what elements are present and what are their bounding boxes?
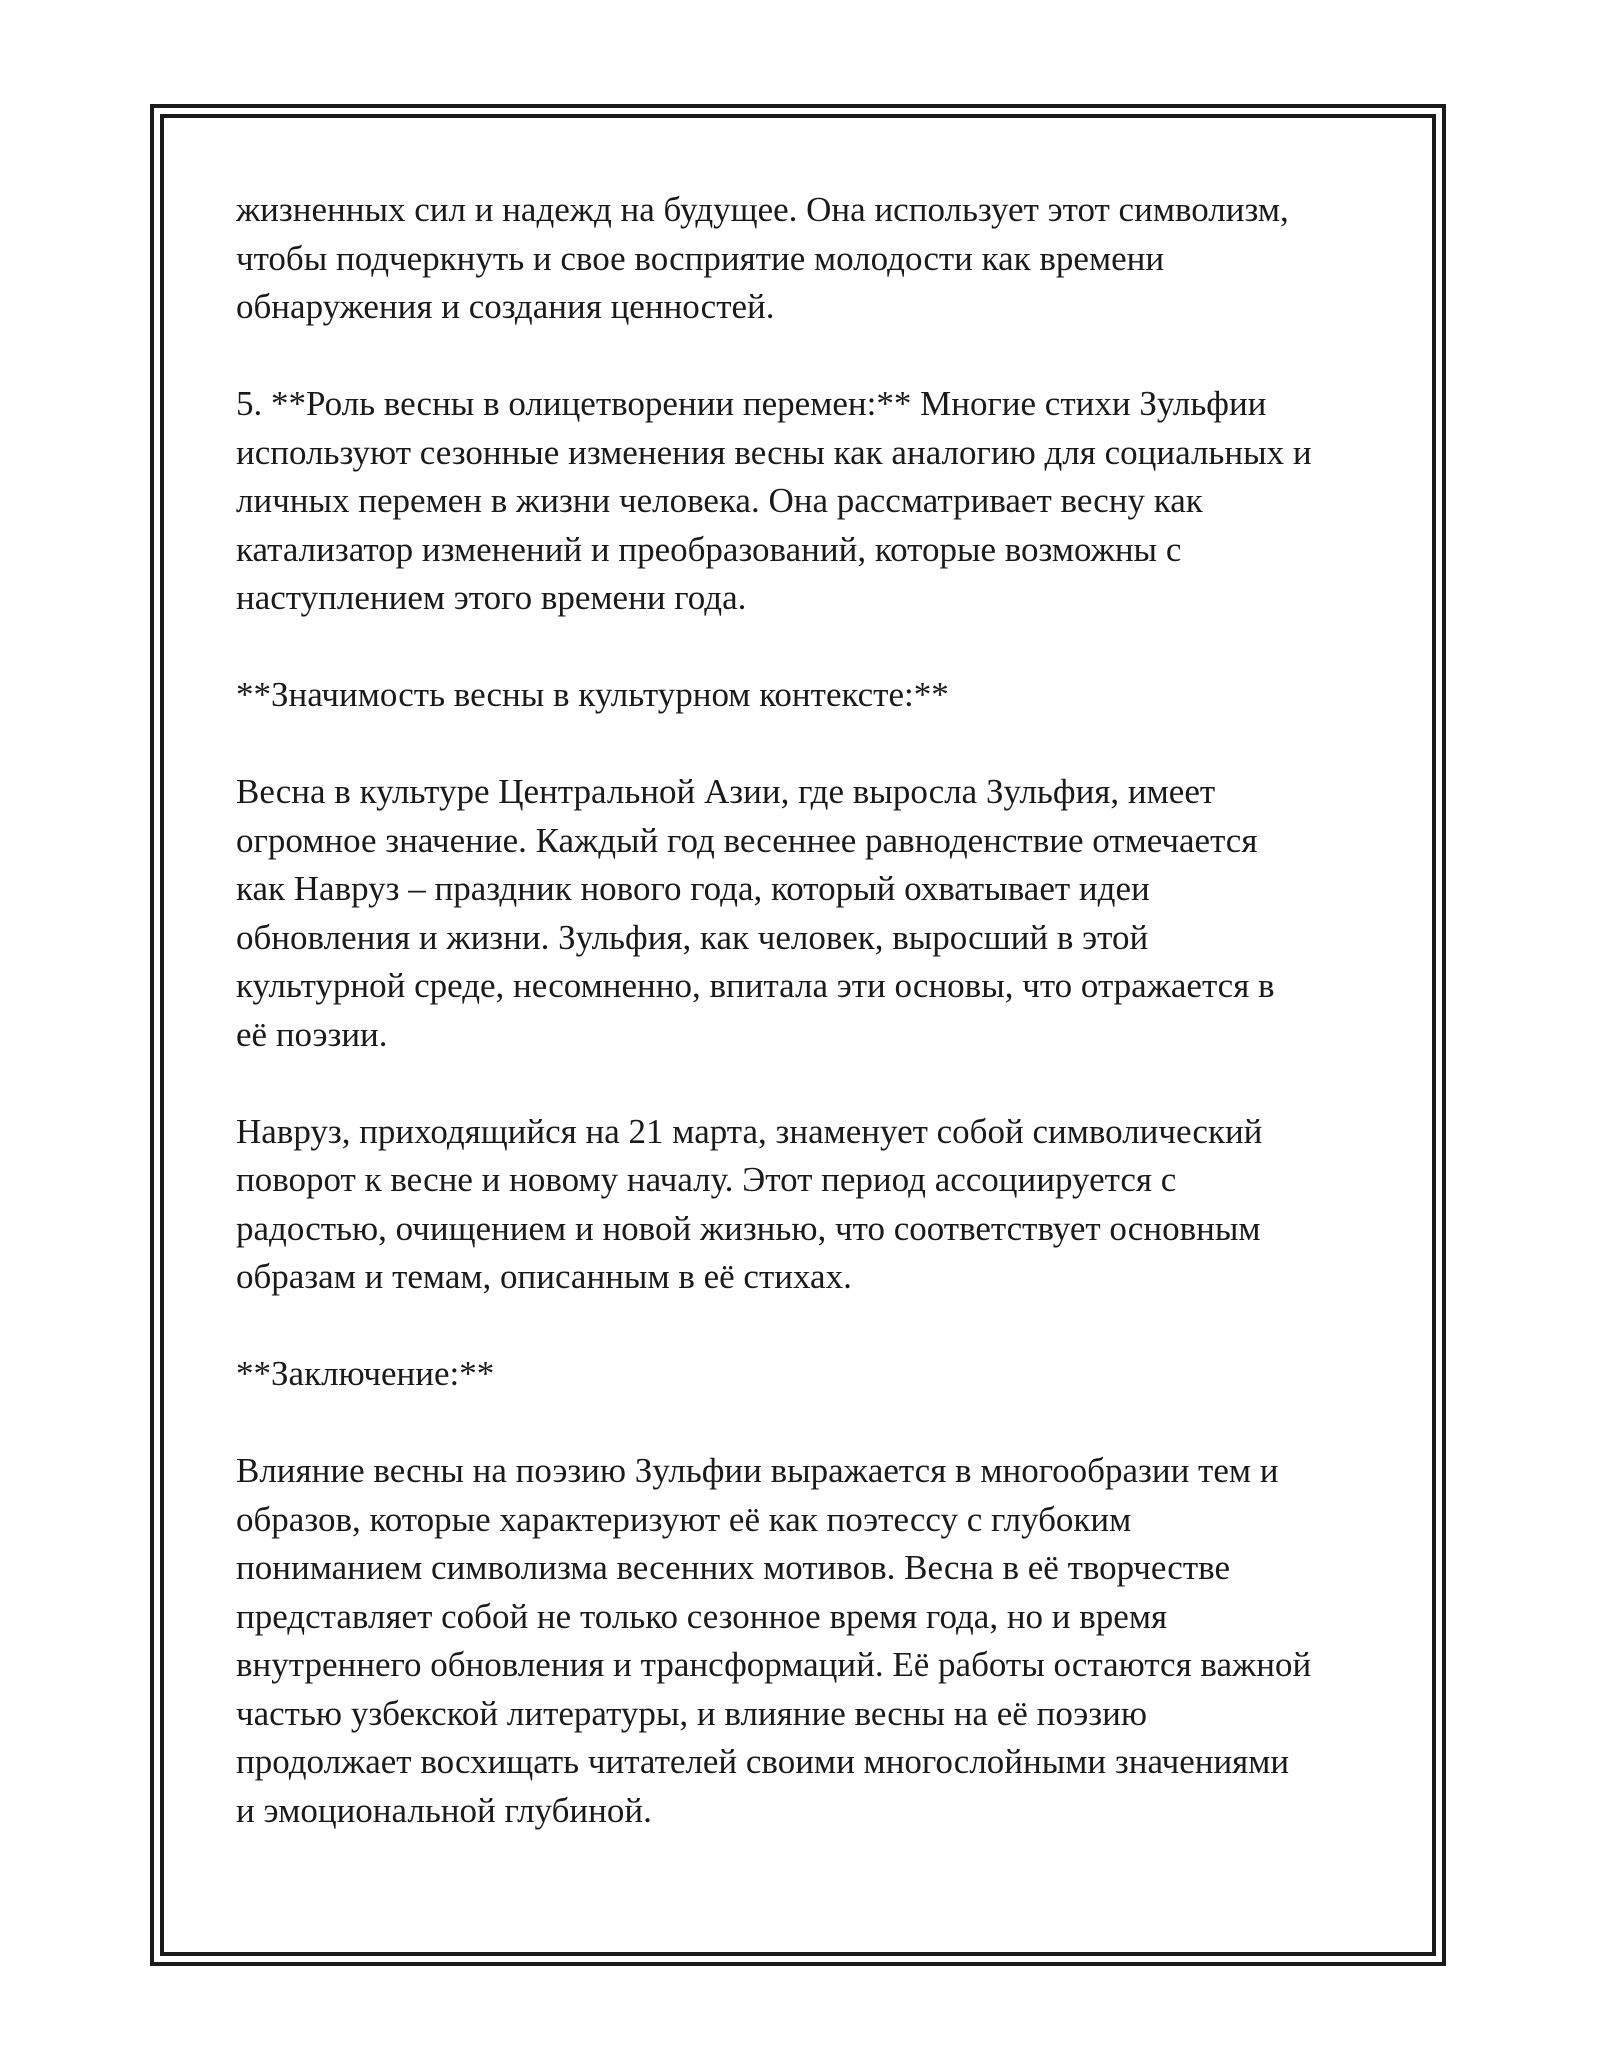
text-line: внутреннего обновления и трансформаций. Её работы остаются важной	[236, 1645, 1312, 1684]
text-line: катализатор изменений и преобразований, которые возможны с	[236, 529, 1182, 569]
text-line: Навруз, приходящийся на 21 марта, знаменует собой символический	[236, 1111, 1263, 1151]
text-line: 5. **Роль весны в олицетворении перемен:** Многие стихи Зульфии	[236, 384, 1267, 423]
text-line: пониманием символизма весенних мотивов. Весна в её творчестве	[236, 1548, 1230, 1587]
paragraph	[236, 671, 1366, 720]
text-line: как Навруз – праздник нового года, который охватывает идеи	[236, 869, 1150, 908]
text-line: жизненных сил и надежд на будущее. Она использует этот символизм,	[236, 190, 1289, 229]
text-line: обновления и жизни. Зульфия, как человек, выросший в этой	[236, 917, 1149, 957]
paragraph	[236, 380, 1366, 623]
text-line: и эмоциональной глубиной.	[236, 1790, 652, 1830]
paragraph	[236, 186, 1366, 332]
paragraph	[236, 1447, 1366, 1835]
paragraph	[236, 1350, 1366, 1399]
text-line: её поэзии.	[236, 1014, 388, 1054]
text-line: используют сезонные изменения весны как аналогию для социальных и	[236, 432, 1312, 472]
text-line: образам и темам, описанным в её стихах.	[236, 1257, 852, 1296]
text-line: Весна в культуре Центральной Азии, где выросла Зульфия, имеет	[236, 772, 1216, 811]
text-line: личных перемен в жизни человека. Она рассматривает весну как	[236, 481, 1203, 520]
text-line: чтобы подчеркнуть и свое восприятие молодости как времени	[236, 238, 1165, 278]
text-line: наступлением этого времени года.	[236, 578, 747, 617]
paragraph	[236, 768, 1366, 1059]
paragraph	[236, 1108, 1366, 1302]
text-line: огромное значение. Каждый год весеннее равноденствие отмечается	[236, 820, 1258, 860]
text-line: обнаружения и создания ценностей.	[236, 287, 775, 326]
text-line: частью узбекской литературы, и влияние весны на её поэзию	[236, 1693, 1147, 1733]
text-line: продолжает восхищать читателей своими многослойными значениями	[236, 1742, 1290, 1781]
text-line: **Значимость весны в культурном контексте:**	[236, 675, 949, 714]
text-line: поворот к весне и новому началу. Этот период ассоциируется с	[236, 1160, 1177, 1199]
text-line: **Заключение:**	[236, 1354, 495, 1393]
text-line: образов, которые характеризуют её как поэтессу с глубоким	[236, 1499, 1132, 1539]
text-line: культурной среде, несомненно, впитала эти основы, что отражается в	[236, 966, 1275, 1005]
text-line: радостью, очищением и новой жизнью, что соответствует основным	[236, 1208, 1261, 1248]
text-line: Влияние весны на поэзию Зульфии выражается в многообразии тем и	[236, 1451, 1279, 1490]
document-body	[236, 186, 1366, 1835]
text-line: представляет собой не только сезонное время года, но и время	[236, 1596, 1168, 1636]
